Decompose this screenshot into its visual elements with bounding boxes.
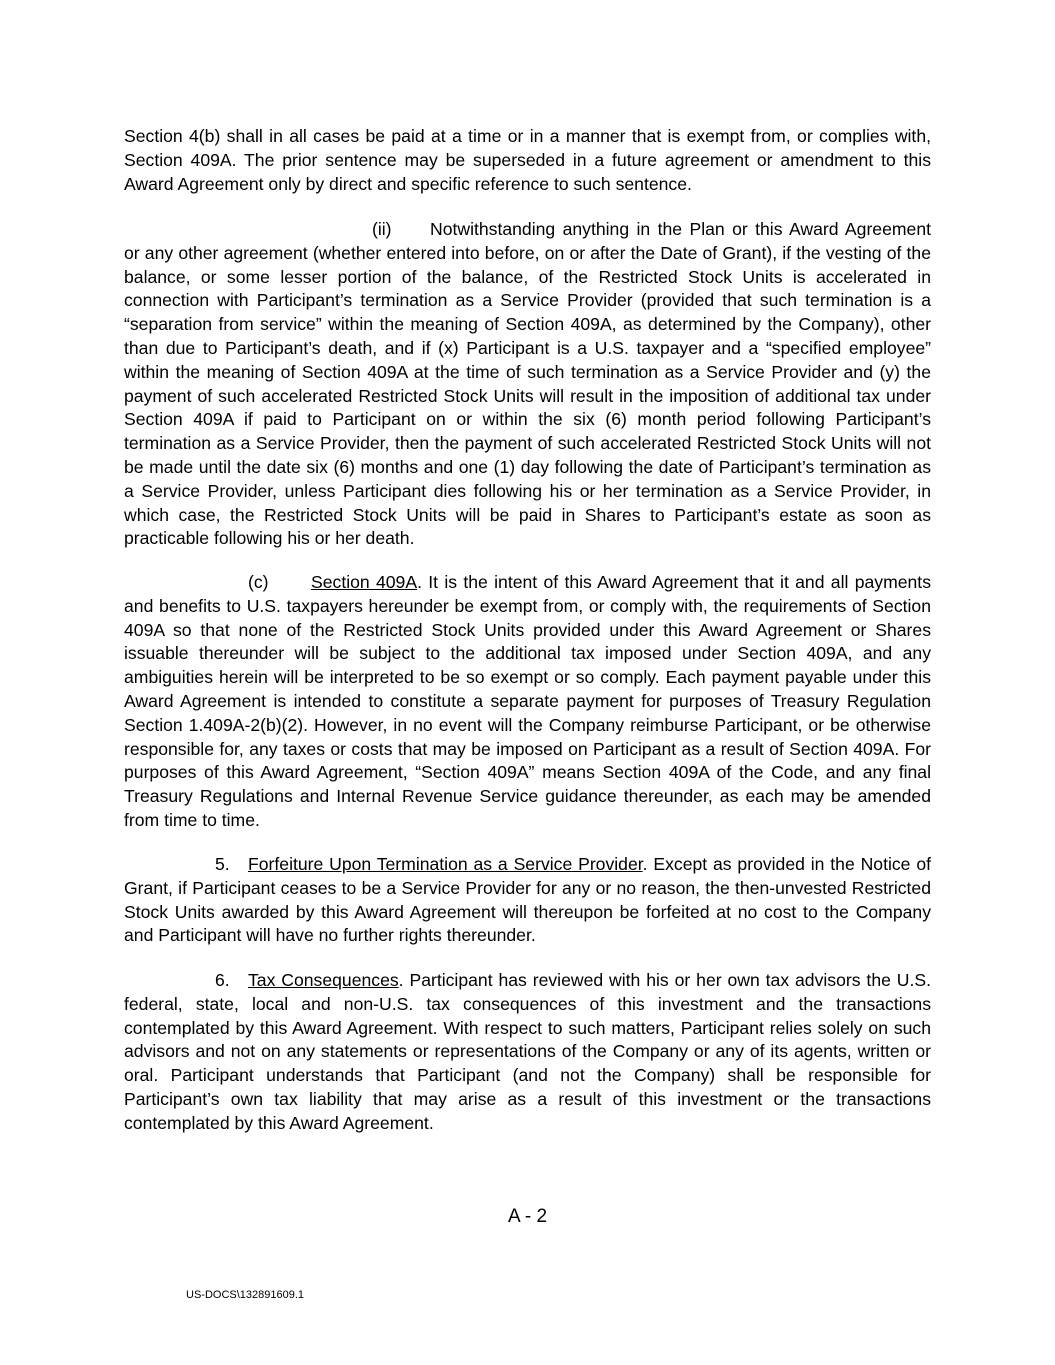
paragraph-section-6 [124,969,931,1136]
paragraph-section-c [124,571,931,833]
section-c-label: (c) [248,572,269,592]
subsection-ii-label: (ii) [372,219,392,239]
paragraph-continuation-text: Section 4(b) shall in all cases be paid at a time or in a manner that is exempt from, or complies with, Section 409A. The prior sentence may be superseded in a future agreement or amendment to this Award Agreement only by direct and specific reference to such sentence. [124,126,931,194]
subsection-ii-text: Notwithstanding anything in the Plan or this Award Agreement or any other agreement (whether entered into before, on or after the Date of Grant), if the vesting of the balance, or some lesser portion of the balance, of the Restricted Stock Units is accelerated in connection with Participant’s termination as a Service Provider (provided that such termination is a “separation from service” within the meaning of Section 409A, as determined by the Company), other than due to Participant’s death, and if (x) Participant is a U.S. taxpayer and a “specified employee” within the meaning of Section 409A at the time of such termination as a Service Provider and (y) the payment of such accelerated Restricted Stock Units will result in the imposition of additional tax under Section 409A if paid to Participant on or within the six (6) month period following Participant’s termination as a Service Provider, then the payment of such accelerated Restricted Stock Units will not be made until the date six (6) months and one (1) day following the date of Participant’s termination as a Service Provider, unless Participant dies following his or her termination as a Service Provider, in which case, the Restricted Stock Units will be paid in Shares to Participant’s estate as soon as practicable following his or her death. [124,219,931,549]
paragraph-section-5 [124,853,931,948]
section-6-heading-period: . [398,970,410,990]
section-5-heading-period: . [642,854,654,874]
section-6-heading: Tax Consequences [248,970,399,990]
section-c-text: It is the intent of this Award Agreement that it and all payments and benefits to U.S. taxpayers hereunder be exempt from, or comply with, the requirements of Section 409A so that none of the Restricted Stock Units provided under this Award Agreement or Shares issuable thereunder will be subject to the additional tax imposed under Section 409A, and any ambiguities herein will be interpreted to be so exempt or so comply. Each payment payable under this Award Agreement is intended to constitute a separate payment for purposes of Treasury Regulation Section 1.409A-2(b)(2). However, in no event will the Company reimburse Participant, or be otherwise responsible for, any taxes or costs that may be imposed on Participant as a result of Section 409A. For purposes of this Award Agreement, “Section 409A” means Section 409A of the Code, and any final Treasury Regulations and Internal Revenue Service guidance thereunder, as each may be amended from time to time. [124,572,931,830]
section-6-text: Participant has reviewed with his or her own tax advisors the U.S. federal, state, local and non-U.S. tax consequences of this investment and the transactions contemplated by this Award Agreement. With respect to such matters, Participant relies solely on such advisors and not on any statements or representations of the Company or any of its agents, written or oral. Participant understands that Participant (and not the Company) shall be responsible for Participant’s own tax liability that may arise as a result of this investment or the transactions contemplated by this Award Agreement. [124,970,931,1133]
paragraph-continuation [124,125,931,196]
paragraph-subsection-ii [124,218,931,551]
section-6-label: 6. [215,970,230,990]
page-number: A - 2 [507,1206,548,1227]
section-5-text: Except as provided in the Notice of Grant, if Participant ceases to be a Service Provider for any or no reason, the then-unvested Restricted Stock Units awarded by this Award Agreement will thereupon be forfeited at no cost to the Company and Participant will have no further rights thereunder. [124,854,931,946]
section-c-heading: Section 409A [311,572,418,592]
section-5-heading: Forfeiture Upon Termination as a Service Provider [248,854,643,874]
section-5-label: 5. [215,854,230,874]
document-id-footer: US-DOCS\132891609.1 [186,1289,305,1301]
section-c-heading-period: . [417,572,429,592]
